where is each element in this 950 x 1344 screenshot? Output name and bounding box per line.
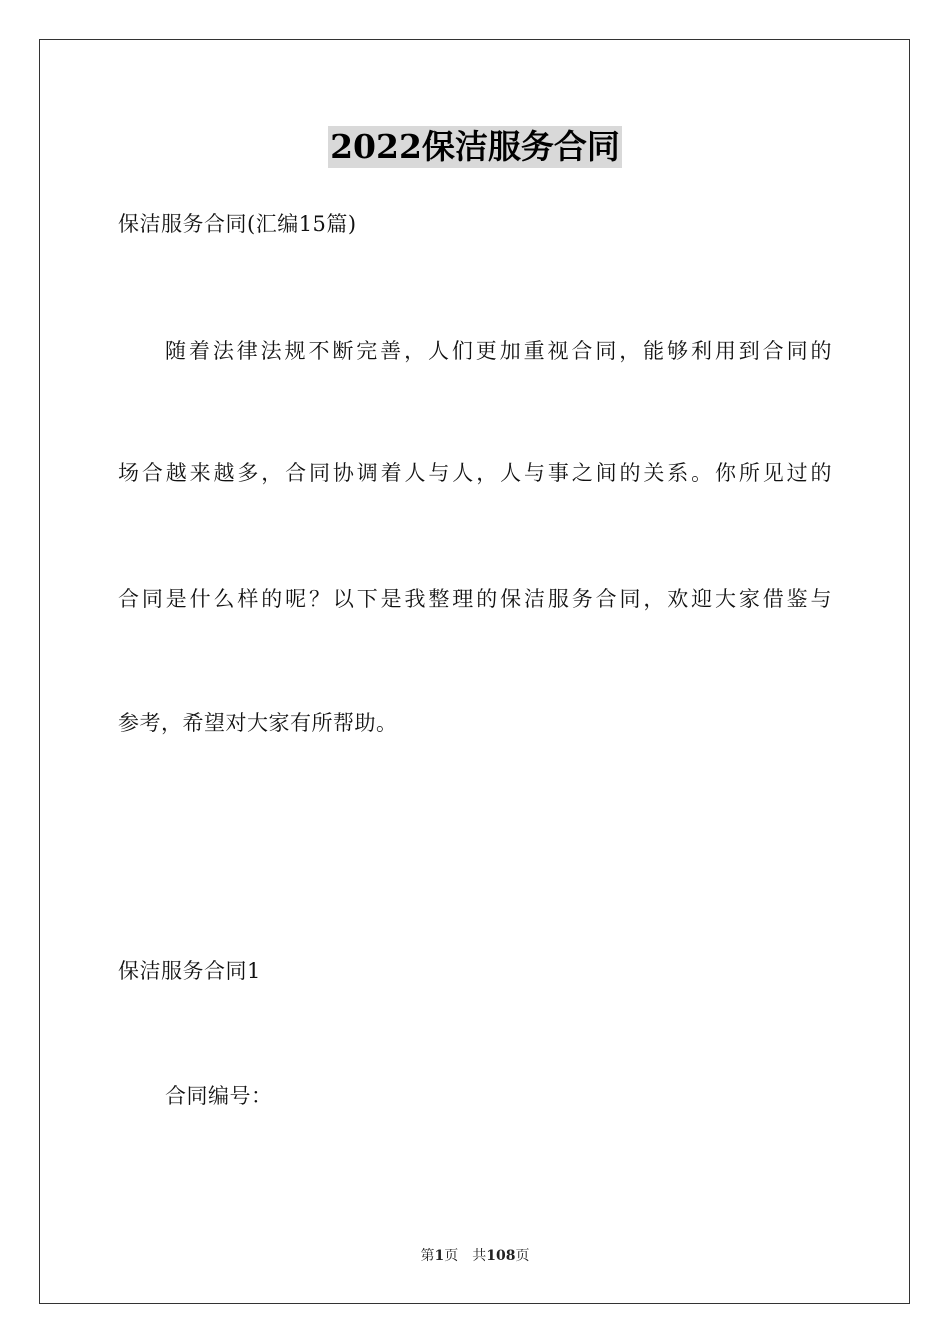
document-subtitle: 保洁服务合同(汇编15篇) <box>118 212 357 236</box>
intro-line-4: 参考，希望对大家有所帮助。 <box>118 711 398 735</box>
footer-total-pages: 108 <box>486 1248 516 1264</box>
footer-page-prefix: 第 <box>420 1248 435 1264</box>
contract-number-label: 合同编号： <box>165 1084 273 1108</box>
title-container <box>0 126 950 168</box>
section-heading: 保洁服务合同1 <box>118 959 261 983</box>
intro-line-3: 合同是什么样的呢？以下是我整理的保洁服务合同，欢迎大家借鉴与 <box>118 587 832 611</box>
document-title: 2022保洁服务合同 <box>330 127 620 166</box>
footer-total-prefix: 共 <box>472 1248 487 1264</box>
footer-total-suffix: 页 <box>515 1248 530 1264</box>
footer-page-number: 1 <box>434 1248 445 1264</box>
footer-page-suffix: 页 <box>444 1248 459 1264</box>
intro-line-2: 场合越来越多，合同协调着人与人，人与事之间的关系。你所见过的 <box>118 461 832 485</box>
intro-line-1: 随着法律法规不断完善，人们更加重视合同，能够利用到合同的 <box>165 339 832 363</box>
page-footer <box>0 1246 950 1266</box>
